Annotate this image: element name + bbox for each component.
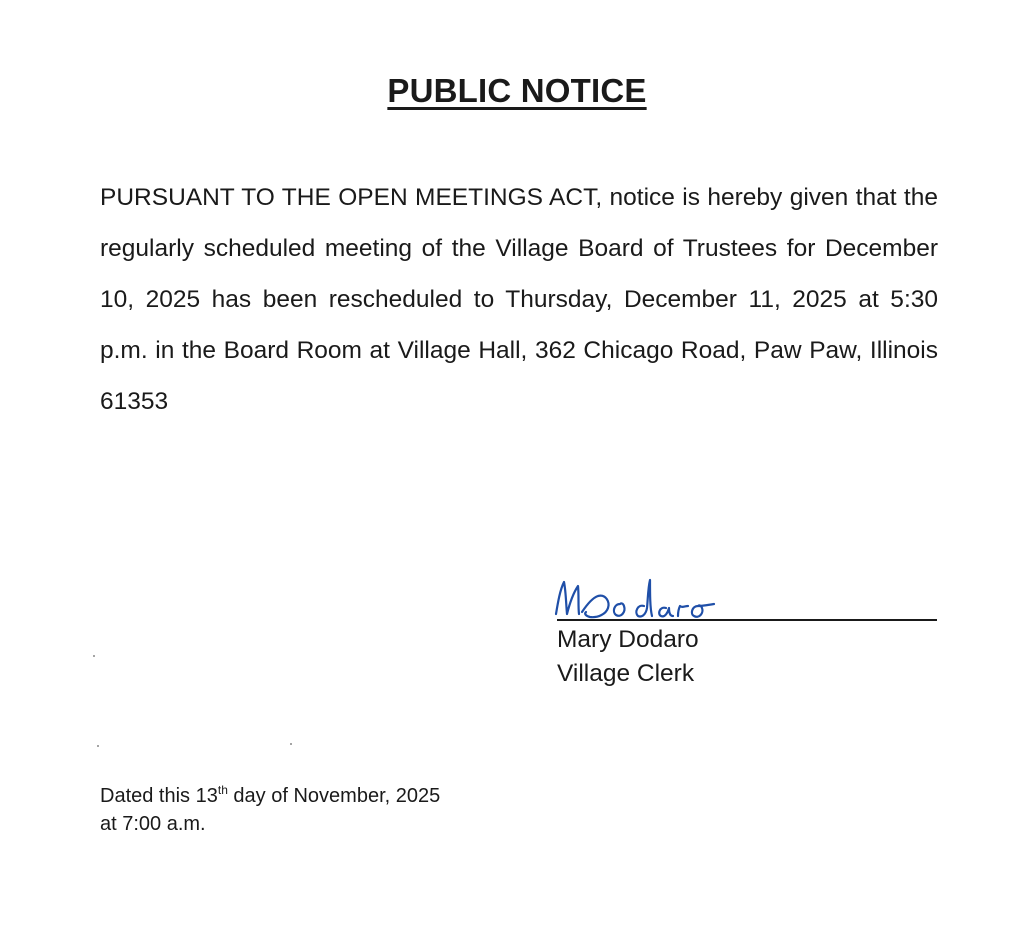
notice-title-text: PUBLIC NOTICE	[387, 72, 647, 109]
dated-ordinal-suffix: th	[217, 783, 228, 797]
signer-name: Mary Dodaro	[557, 626, 699, 653]
dated-time: at 7:00 a.m.	[100, 813, 206, 835]
signature-line	[557, 619, 937, 621]
dated-statement	[100, 782, 440, 838]
notice-title	[0, 72, 1024, 110]
notice-body: PURSUANT TO THE OPEN MEETINGS ACT, notice is hereby given that the regularly scheduled meeting of the Village Board of Trustees for December 10, 2025 has been rescheduled to Thursday, December 11, 2025 at 5:30 p.m. in the Board Room at Village Hall, 362 Chicago Road, Paw Paw, Illinois 61353	[100, 184, 938, 415]
scan-speck	[93, 655, 95, 657]
signer-title: Village Clerk	[557, 660, 695, 687]
scan-speck	[290, 743, 292, 745]
dated-prefix: Dated this 13	[100, 785, 218, 807]
dated-suffix: day of November, 2025	[227, 785, 441, 807]
scan-speck	[97, 745, 99, 747]
